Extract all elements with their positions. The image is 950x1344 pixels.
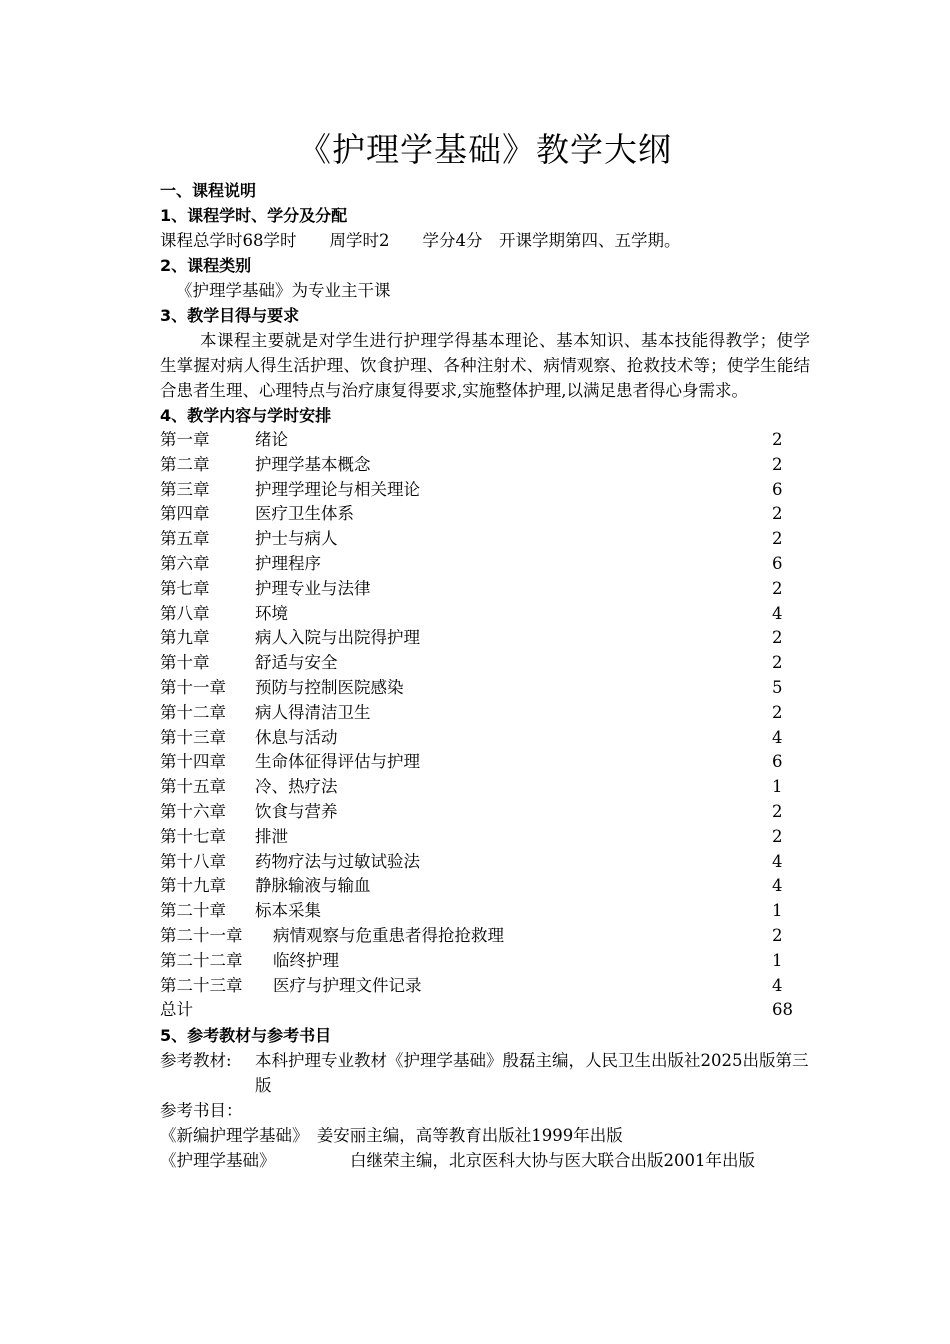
chapter-name: 环境 [255,603,288,623]
document-page [160,122,810,1173]
chapter-hours: 5 [772,677,783,697]
chapter-number: 第十三章 [160,727,226,747]
chapter-number: 第十八章 [160,851,226,871]
reference-book-2-title: 《护理学基础》 [160,1151,276,1171]
chapter-name: 药物疗法与过敏试验法 [255,851,420,871]
chapter-hours: 2 [772,925,783,945]
total-hours: 68 [772,1000,793,1020]
chapter-number: 第十九章 [160,876,226,896]
chapter-number: 第二十章 [160,901,226,921]
chapter-hours: 4 [772,851,783,871]
chapter-hours: 2 [772,578,783,598]
chapter-row [160,750,810,775]
chapter-number: 第二十一章 [160,925,243,945]
page-title: 《护理学基础》教学大纲 [298,130,672,169]
chapter-hours: 1 [772,777,783,797]
reference-book-1: 《新编护理学基础》 姜安丽主编，高等教育出版社1999年出版 [160,1126,623,1146]
chapter-list [160,428,810,998]
total-row [160,998,810,1023]
chapter-row [160,602,810,627]
chapter-number: 第九章 [160,628,210,648]
chapter-number: 第十六章 [160,801,226,821]
chapter-number: 第二章 [160,454,210,474]
chapter-name: 预防与控制医院感染 [255,677,404,697]
chapter-row [160,676,810,701]
chapter-row [160,552,810,577]
chapter-name: 休息与活动 [255,727,338,747]
teaching-goals-paragraph: 本课程主要就是对学生进行护理学得基本理论、基本知识、基本技能得教学；使学生掌握对病人得生活护理、饮食护理、各种注射术、病情观察、抢救技术等；使学生能结合患者生理、心理特点与治疗康复得要求,实施整体护理,以满足患者得心身需求。 [160,331,810,400]
chapter-hours: 6 [772,752,783,772]
chapter-number: 第五章 [160,529,210,549]
chapter-number: 第四章 [160,504,210,524]
chapter-hours: 2 [772,504,783,524]
chapter-hours: 6 [772,479,783,499]
chapter-row [160,874,810,899]
chapter-row [160,974,810,999]
chapter-name: 冷、热疗法 [255,777,338,797]
hours-credits-text: 课程总学时68学时 周学时2 学分4分 开课学期第四、五学期。 [160,231,681,250]
chapter-row [160,775,810,800]
chapter-name: 生命体征得评估与护理 [255,752,420,772]
chapter-hours: 2 [772,628,783,648]
reference-book-2-details: 白继荣主编，北京医科大协与医大联合出版2001年出版 [350,1151,755,1171]
chapter-name: 临终护理 [273,950,339,970]
chapter-name: 医疗卫生体系 [255,504,354,524]
chapter-name: 排泄 [255,826,288,846]
chapter-hours: 4 [772,603,783,623]
chapter-name: 护理学理论与相关理论 [255,479,420,499]
chapter-row [160,800,810,825]
chapter-name: 护理学基本概念 [255,454,371,474]
chapter-number: 第七章 [160,578,210,598]
heading-content-schedule: 4、教学内容与学时安排 [160,406,332,425]
heading-references: 5、参考教材与参考书目 [160,1026,332,1046]
heading-hours-credits: 1、课程学时、学分及分配 [160,206,348,225]
chapter-name: 病情观察与危重患者得抢抢救理 [273,925,504,945]
chapter-hours: 2 [772,801,783,821]
textbook-entry [160,1048,810,1098]
chapter-name: 饮食与营养 [255,801,338,821]
chapter-number: 第一章 [160,430,210,449]
heading-teaching-goals: 3、教学目得与要求 [160,306,300,325]
chapter-hours: 6 [772,553,783,573]
total-label: 总计 [160,1000,193,1020]
reference-books-label: 参考书目： [160,1101,243,1121]
reference-book-2 [160,1148,810,1173]
chapter-hours: 2 [772,702,783,722]
chapter-number: 第二十二章 [160,950,243,970]
chapter-number: 第十七章 [160,826,226,846]
course-type-text: 《护理学基础》为专业主干课 [176,281,391,300]
chapter-number: 第十四章 [160,752,226,772]
chapter-hours: 2 [772,529,783,549]
textbook-text: 本科护理专业教材《护理学基础》殷磊主编，人民卫生出版社2025出版第三版 [255,1051,809,1096]
chapter-row [160,899,810,924]
chapter-name: 静脉输液与输血 [255,876,371,896]
chapter-row [160,626,810,651]
chapter-hours: 1 [772,901,783,921]
chapter-name: 护理专业与法律 [255,578,371,598]
chapter-row [160,478,810,503]
chapter-row [160,527,810,552]
chapter-name: 病人入院与出院得护理 [255,628,420,648]
chapter-row [160,701,810,726]
chapter-row [160,850,810,875]
chapter-number: 第十一章 [160,677,226,697]
chapter-row [160,577,810,602]
chapter-hours: 4 [772,876,783,896]
chapter-hours: 4 [772,727,783,747]
chapter-number: 第十章 [160,653,210,673]
textbook-label: 参考教材: [160,1051,232,1071]
chapter-name: 医疗与护理文件记录 [273,975,422,995]
chapter-hours: 2 [772,430,783,449]
chapter-name: 标本采集 [255,901,321,921]
chapter-hours: 2 [772,653,783,673]
chapter-number: 第十五章 [160,777,226,797]
chapter-number: 第三章 [160,479,210,499]
chapter-row [160,651,810,676]
chapter-row [160,924,810,949]
chapter-hours: 1 [772,950,783,970]
chapter-row [160,502,810,527]
chapter-name: 护理程序 [255,553,321,573]
chapter-hours: 4 [772,975,783,995]
chapter-name: 病人得清洁卫生 [255,702,371,722]
chapter-number: 第二十三章 [160,975,243,995]
section-heading-course-description: 一、课程说明 [160,181,257,200]
chapter-name: 舒适与安全 [255,653,338,673]
chapter-row [160,949,810,974]
chapter-row [160,453,810,478]
chapter-row [160,825,810,850]
chapter-hours: 2 [772,826,783,846]
chapter-hours: 2 [772,454,783,474]
chapter-number: 第八章 [160,603,210,623]
chapter-row [160,726,810,751]
heading-course-type: 2、课程类别 [160,256,252,275]
chapter-number: 第十二章 [160,702,226,722]
chapter-name: 护士与病人 [255,529,338,549]
chapter-row [160,428,810,453]
chapter-name: 绪论 [255,430,288,449]
chapter-number: 第六章 [160,553,210,573]
